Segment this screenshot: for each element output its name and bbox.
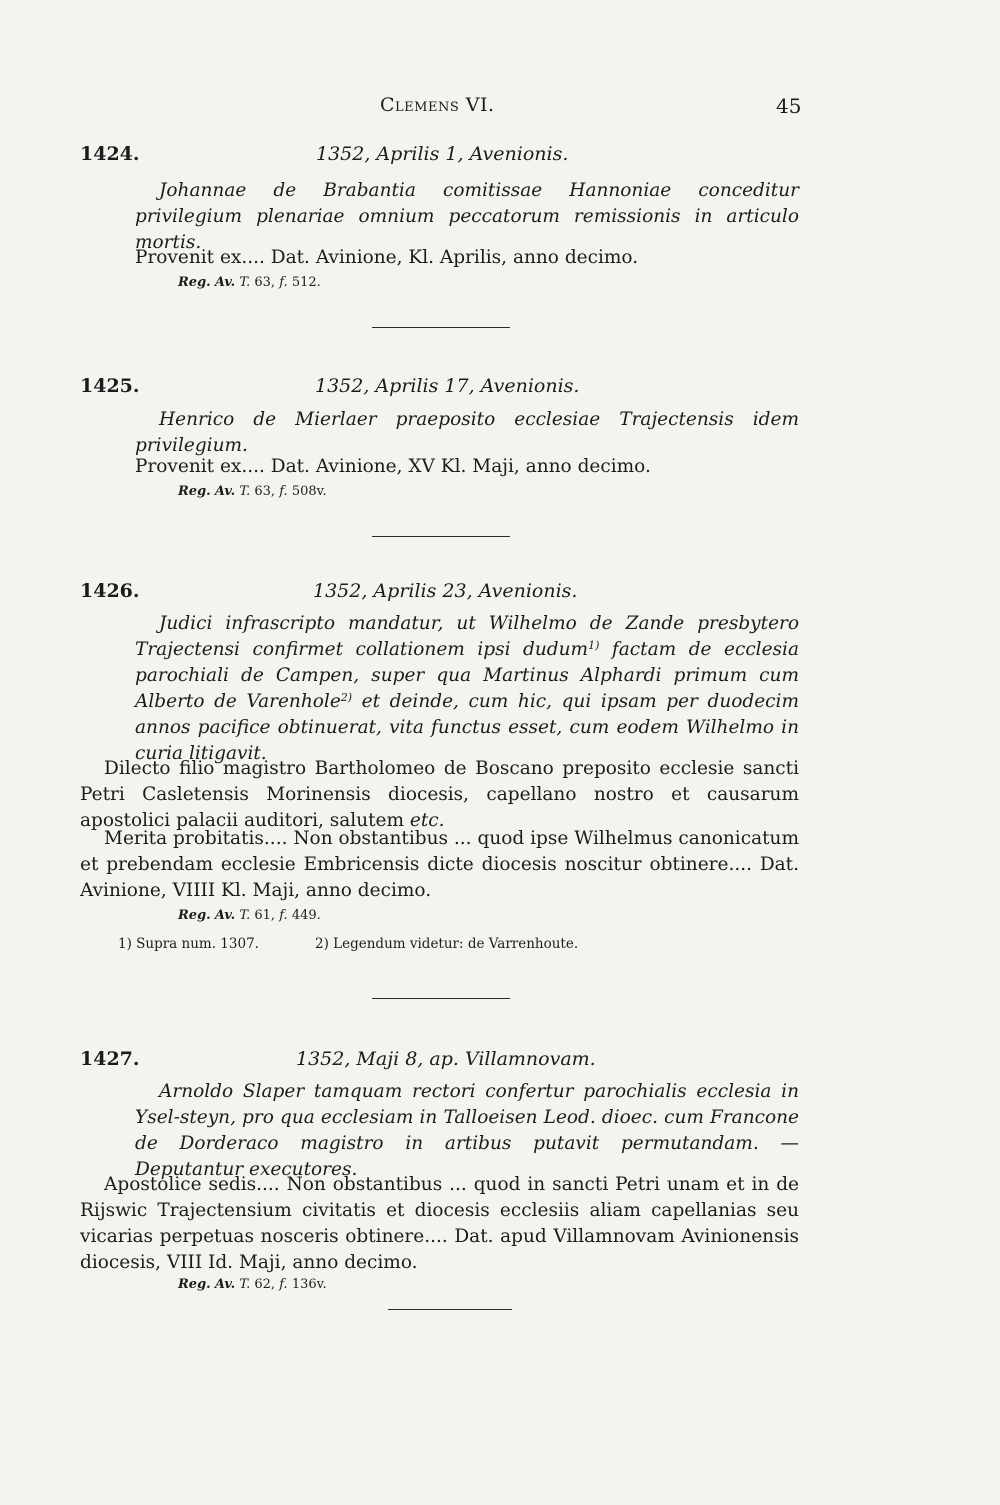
entry-body: Merita probitatis.... Non obstantibus ... quod ipse Wilhelmus canonicatum et prebendam ecclesie Embricensis dicte diocesis noscitur obtinere.... Dat. Avinione, VIIII Kl. Maji, anno decimo. (80, 828, 799, 901)
register-reference: Reg. Av. T. 61, f. 449. (178, 908, 321, 923)
footnote-marker: 2) (340, 691, 353, 704)
entry-body: Apostolice sedis.... Non obstantibus ... quod in sancti Petri unam et in de Rijswic Trajectensium civitatis et diocesis ecclesiis aliam capellanias seu vicarias perpetuas nosceris obtinere.... Dat. apud Villamnovam Avinionensis diocesis, VIII Id. Maji, anno decimo. (80, 1174, 799, 1273)
entry-date: 1352, Aprilis 1, Avenionis. (316, 143, 569, 165)
footnote: 2) Legendum videtur: de Varrenhoute. (315, 936, 579, 952)
section-divider (372, 536, 510, 537)
section-divider (372, 998, 510, 999)
entry-number: 1427. (80, 1048, 140, 1070)
register-reference: Reg. Av. T. 62, f. 136v. (178, 1277, 327, 1292)
entry-number: 1424. (80, 143, 140, 165)
entry-date: 1352, Maji 8, ap. Villamnovam. (296, 1048, 596, 1070)
entry-date: 1352, Aprilis 23, Avenionis. (313, 580, 578, 602)
entry-body: Provenit ex.... Dat. Avinione, Kl. Aprilis, anno decimo. (135, 247, 639, 268)
footnote-marker: 1) (588, 639, 600, 652)
entry-body: Dilecto filio magistro Bartholomeo de Boscano preposito ecclesie sancti Petri Casletensis Morinensis diocesis, capellano nostro et causarum apostolici palacii auditori, salutem etc. (80, 758, 799, 831)
entry-number: 1426. (80, 580, 140, 602)
entry-summary: Johannae de Brabantia comitissae Hannoniae conceditur privilegium plenariae omnium peccatorum remissionis in articulo mortis. (135, 180, 799, 253)
footnote: 1) Supra num. 1307. (118, 936, 259, 952)
page-number: 45 (776, 94, 802, 118)
running-title: Clemens VI. (380, 94, 495, 116)
register-reference: Reg. Av. T. 63, f. 512. (178, 275, 321, 290)
entry-summary: Arnoldo Slaper tamquam rectori confertur parochialis ecclesia in Ysel-steyn, pro qua ecclesiam in Talloeisen Leod. dioec. cum Francone de Dorderaco magistro in artibus putavit permutandam. — Deputantur executores. (135, 1081, 799, 1180)
entry-number: 1425. (80, 375, 140, 397)
section-divider (372, 327, 510, 328)
entry-summary: Henrico de Mierlaer praeposito ecclesiae Trajectensis idem privilegium. (135, 409, 799, 456)
entry-summary: Judici infrascripto mandatur, ut Wilhelmo de Zande presbytero Trajectensi confirmet collationem ipsi dudum$^{1)}$ factam de ecclesia parochiali de Campen, super qua Martinus Alphardi primum cum Alberto de Varenhole$^{2)}$ et deinde, cum hic, qui ipsam per duodecim annos pacifice obtinuerat, vita functus esset, cum eodem Wilhelmo in curia litigavit. (135, 613, 799, 764)
entry-body: Provenit ex.... Dat. Avinione, XV Kl. Maji, anno decimo. (135, 456, 651, 477)
section-divider (388, 1309, 512, 1310)
entry-date: 1352, Aprilis 17, Avenionis. (315, 375, 580, 397)
register-reference: Reg. Av. T. 63, f. 508v. (178, 484, 327, 499)
